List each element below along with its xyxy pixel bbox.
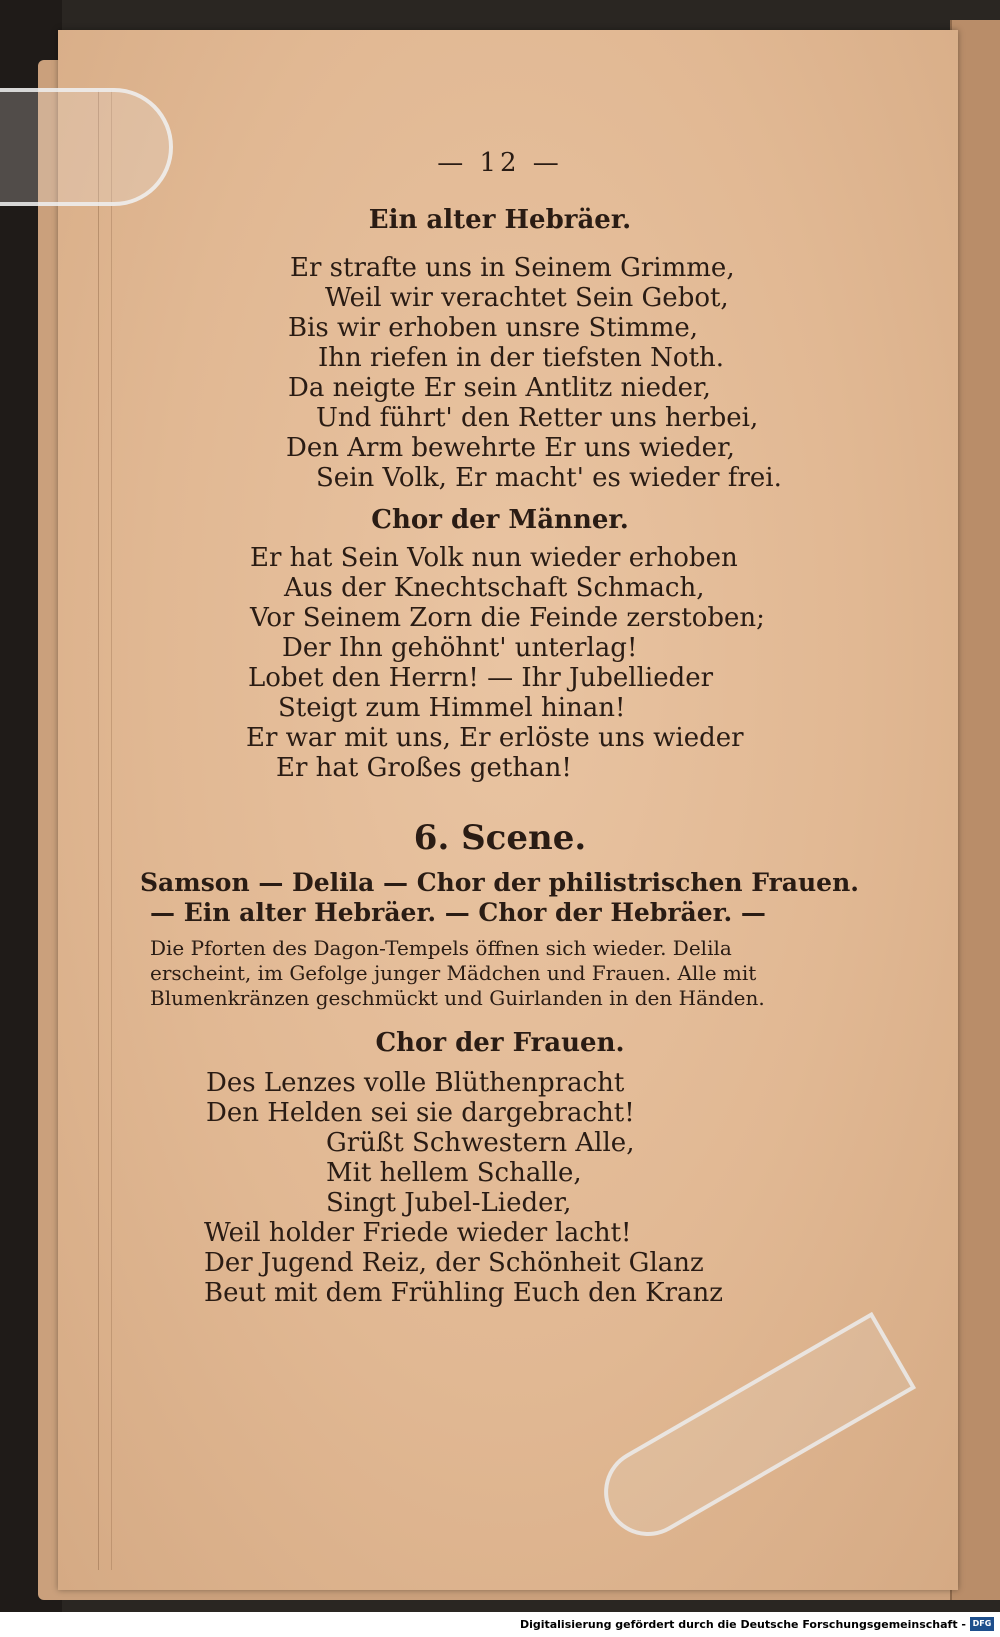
verse-line: Des Lenzes volle Blüthenpracht (206, 1068, 625, 1098)
verse-line: Singt Jubel-Lieder, (326, 1188, 572, 1218)
glass-clip-top (0, 88, 173, 206)
speaker-heading-1: Ein alter Hebräer. (368, 205, 632, 235)
verse-line: Er hat Großes gethan! (276, 753, 572, 783)
verse-line: Der Ihn gehöhnt' unterlag! (282, 633, 638, 663)
footer-text: Digitalisierung gefördert durch die Deutsche Forschungsgemeinschaft - (519, 1618, 966, 1631)
verse-line: Da neigte Er sein Antlitz nieder, (288, 373, 711, 403)
verse-line: Steigt zum Himmel hinan! (278, 693, 626, 723)
verse-line: Grüßt Schwestern Alle, (326, 1128, 635, 1158)
funding-footer (0, 1612, 1000, 1637)
verse-line: Weil holder Friede wieder lacht! (204, 1218, 632, 1248)
stage-direction-line: Die Pforten des Dagon-Tempels öffnen sich wieder. Delila (150, 936, 732, 960)
verse-line: Lobet den Herrn! — Ihr Jubellieder (248, 663, 714, 693)
stage-direction-line: erscheint, im Gefolge junger Mädchen und Frauen. Alle mit (150, 961, 757, 985)
speaker-heading-3: Chor der Frauen. (375, 1028, 625, 1058)
verse-line: Er strafte uns in Seinem Grimme, (290, 253, 735, 283)
verse-line: Vor Seinem Zorn die Feinde zerstoben; (250, 603, 765, 633)
page-number: — 12 — (437, 148, 563, 178)
verse-line: Er war mit uns, Er erlöste uns wieder (246, 723, 744, 753)
speaker-heading-2: Chor der Männer. (371, 505, 629, 535)
verse-line: Aus der Knechtschaft Schmach, (284, 573, 705, 603)
stage-direction-line: Blumenkränzen geschmückt und Guirlanden in den Händen. (150, 986, 765, 1010)
cast-line: — Ein alter Hebräer. — Chor der Hebräer. — (150, 898, 766, 927)
verse-line: Weil wir verachtet Sein Gebot, (325, 283, 729, 313)
scene-title: 6. Scene. (413, 818, 587, 858)
dfg-logo: DFG (970, 1617, 994, 1631)
cast-line: Samson — Delila — Chor der philistrischen Frauen. (140, 868, 859, 897)
verse-line: Beut mit dem Frühling Euch den Kranz (204, 1278, 723, 1308)
verse-line: Bis wir erhoben unsre Stimme, (288, 313, 698, 343)
verse-line: Den Arm bewehrte Er uns wieder, (286, 433, 735, 463)
verse-line: Mit hellem Schalle, (326, 1158, 582, 1188)
verse-line: Ihn riefen in der tiefsten Noth. (318, 343, 725, 373)
verse-line: Er hat Sein Volk nun wieder erhoben (250, 543, 738, 573)
verse-line: Und führt' den Retter uns herbei, (316, 403, 759, 433)
verse-line: Den Helden sei sie dargebracht! (206, 1098, 635, 1128)
verse-line: Der Jugend Reiz, der Schönheit Glanz (204, 1248, 704, 1278)
verse-line: Sein Volk, Er macht' es wieder frei. (316, 463, 782, 493)
